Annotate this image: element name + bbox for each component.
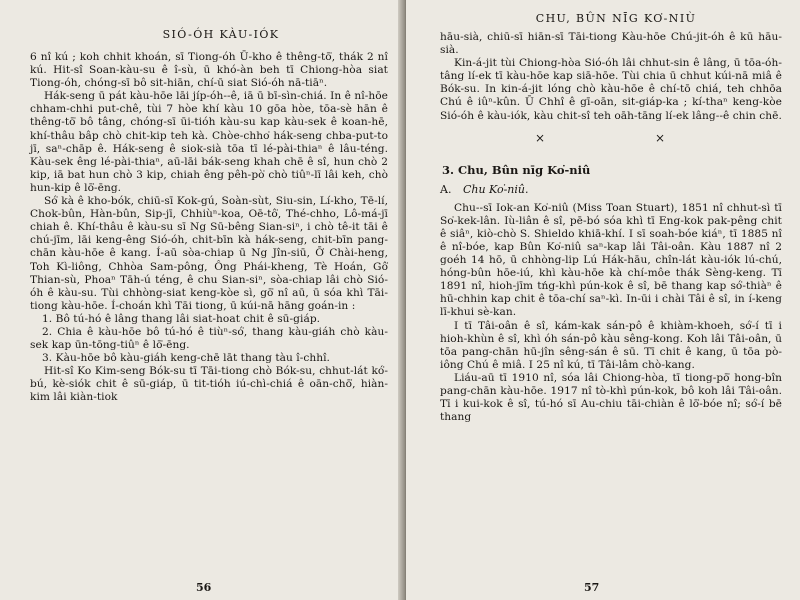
- section-heading: 3. Chu, Bûn nīg Ko͘-niû: [442, 162, 591, 177]
- sub-heading-title: Chu Ko͘-niû.: [462, 182, 529, 196]
- right-page: [406, 0, 800, 600]
- section-ornaments: [480, 131, 720, 145]
- left-paragraph-2: Hák-seng ū pát kàu-hōe lāi jíp-óh--ê, iā ū bī-sìn-chiá. In ê nî-hōe chham-chhi put-chê, tùi 7 hòe khí kàu 10 gōa hòe, tōa-sè hān ê thêng-tō͘ bô tâng, chóng-sī ūi-tióh kàu-su kap kàu-sek ê koan-hē, khí-thâu bâp chò chit-kip teh kà. Chòe-chho͘ hák-seng chba-put-to jī, saⁿ-chāp ê. Hák-seng ê siok-sià tōa tī lé-pài-thiaⁿ ê lâu-téng. Kàu-sek êng lé-pài-thiaⁿ, aū-lāi bák-seng khah chē ê sî, hun chò 2 kip, iā bat hun chò 3 kip, chiah êng pêh-pò͘ chò tiûⁿ-lī lâi keh, chò hun-kip ê lō͘-ēng.: [30, 90, 388, 194]
- sub-heading: [440, 183, 782, 196]
- left-paragraph-1: 6 nî kú ; koh chhit khoán, sī Tiong-óh Ū-kho ê thêng-tō͘, thák 2 nî kú. Hit-sî Soan-kàu-su ê î-sù, ū khó-àn beh tī Chiong-hòa siat Tiong-óh, chóng-sī bô sit-hiān, chí-ū siat Sió-óh nā-tiāⁿ.: [30, 51, 388, 90]
- left-list-item-1: 1. Bô tú-hó ê lâng thang lâi siat-hoat chit ê sū-giáp.: [42, 312, 321, 325]
- left-running-head: SIÓ-ÓH KÀU-IÓK: [162, 28, 280, 41]
- right-page-text-bottom: [440, 202, 782, 425]
- left-page-text: [30, 51, 388, 405]
- left-paragraph-4: Hit-sî Ko Kim-seng Bók-su tī Tāi-tiong chò Bók-su, chhut-lát kó͘-bú, kè-siók chit ê sū-giáp, ū tit-tióh iú-chì-chiá ê oān-chō͘, hiàn-kim lâi kiàn-tiok: [30, 365, 388, 404]
- left-list-item-3: 3. Kàu-hōe bô kàu-giáh keng-chē lāt thang tàu î-chhî.: [42, 352, 330, 365]
- right-page-text-top: [440, 31, 782, 123]
- right-paragraph-4: I tī Tâi-oân ê sî, kám-kak sán-pô ê khiàm-khoeh, só͘-í tī i hioh-khùn ê sî, khì óh sán-pô kàu sêng-kong. Koh lâi Tâi-oân, ū tōa pang-chān hū-jîn sêng-sán ê sū. Tī chit ê kang, ū tōa pò-iông Chú ê miâ. I 25 nî kú, tī Tâi-lâm chò-kang.: [440, 319, 782, 371]
- right-paragraph-5: Liáu-aū tī 1910 nî, sóa lâi Chiong-hòa, tī tiong-pō͘ hong-bîn pang-chān kàu-hōe. 1917 nî tò-khì pún-kok, bô koh lâi Tâi-oân. Tī i kui-kok ê sî, tú-hó sī Au-chiu tāi-chiàn ê lō͘-bóe nî; só͘-í bē thang: [440, 371, 782, 424]
- left-paragraph-3: Só͘ kà ê kho-bók, chiū-sī Kok-gú, Soàn-sùt, Siu-sin, Lí-kho, Tē-lí, Chok-bûn, Hàn-bûn, Sip-jī, Chhiùⁿ-koa, Oē-tô͘, Thé-chho, Lô-má-jī chiah ê. Khí-thâu ê kàu-su sī Ng Sū-bêng Sian-siⁿ, i chò tê-it tāi ê chú-jīm, lāi keng-êng Sió-óh, chit-bīn kà hák-seng, chit-bīn pang-chān kàu-hōe ê kang. Í-aū sòa-chiap ū Ng Jîn-siū, Ō͘ Chài-heng, Toh Kì-liông, Chhòa Sam-pông, Ông Phái-kheng, Tè Hoán, Gô͘ Thian-sù, Phoaⁿ Tāh-ú téng, ê chu Sian-siⁿ, sòa-chiap lâi chò Sió-óh ê kàu-su. Tùi chhòng-siat keng-kòe sì, gō͘ nî aū, ū sóa khì Tāi-tiong kàu-hōe. Í-choán khì Tāi tiong, ū kúi-nā hāng goán-in :: [30, 195, 388, 312]
- right-page-number: 57: [584, 581, 600, 594]
- right-paragraph-1: hāu-sià, chiū-sī hiān-sī Tāi-tiong Kàu-hōe Chú-jit-óh ê kū hāu-sià.: [440, 31, 782, 57]
- left-page-number: 56: [196, 581, 212, 594]
- right-running-head: CHU, BÛN NĪG KO͘-NIÙ: [535, 12, 697, 25]
- left-list-item-2: 2. Chia ê kàu-hōe bô tú-hó ê tiùⁿ-só͘, thang kàu-giáh chò kàu-sek kap ūn-tōng-tiûⁿ ê lō͘-ēng.: [30, 325, 388, 352]
- right-paragraph-3: Chu--sī Iok-an Ko͘-niû (Miss Toan Stuart), 1851 nî chhut-sì tī So͘-kek-lân. Iù-liân ê sî, pē-bó sóa khì tī Eng-kok pak-pêng chit ê siâⁿ, kiò-chò S. Shieldo khiā-khí. I sī soah-bóe kiáⁿ, tī 1885 nî ê nî-bóe, kap Bûn Ko͘-niû saⁿ-kap lâi Tâi-oân. Kàu 1887 nî 2 goéh 14 hō, ū chhòng-lip Lú Hák-hāu, chîn-lát kàu-iók lú-chú, hóng-bûn hōe-iú, khì kàu-hōe kà chí-môe thák Sèng-keng. Tī 1891 nî, hioh-jīm tńg-khì pún-kok ê sî, bē thang kap só͘-thiàⁿ ê hū-chhin kap chit ê tōa-chí saⁿ-kì. In-ūi i chài Tâi ê sî, in í-keng lī-khui sè-kan.: [440, 201, 782, 319]
- right-paragraph-2: Kin-á-jit tùi Chiong-hòa Sió-óh lâi chhut-sin ê lâng, ū tōa-óh-tâng lí-ek tī kàu-hōe kap siā-hōe. Tùi chia ū chhut kúi-nā miâ ê Bók-su. In kin-á-jit lóng chò kàu-hōe ê chí-tō chiá, teh chhōa Chú ê iûⁿ-kûn. Ū Chhî ê gī-oān, sit-giáp-ka ; kí-thaⁿ keng-kòe Sió-óh ê kàu-iók, kàu chit-sî teh oāh-tāng lí-ek lâng--ê chin chē.: [440, 57, 782, 122]
- ornament-cross-2: ×: [654, 130, 666, 145]
- ornament-cross-1: ×: [534, 130, 546, 145]
- sub-heading-label: A.: [440, 182, 452, 196]
